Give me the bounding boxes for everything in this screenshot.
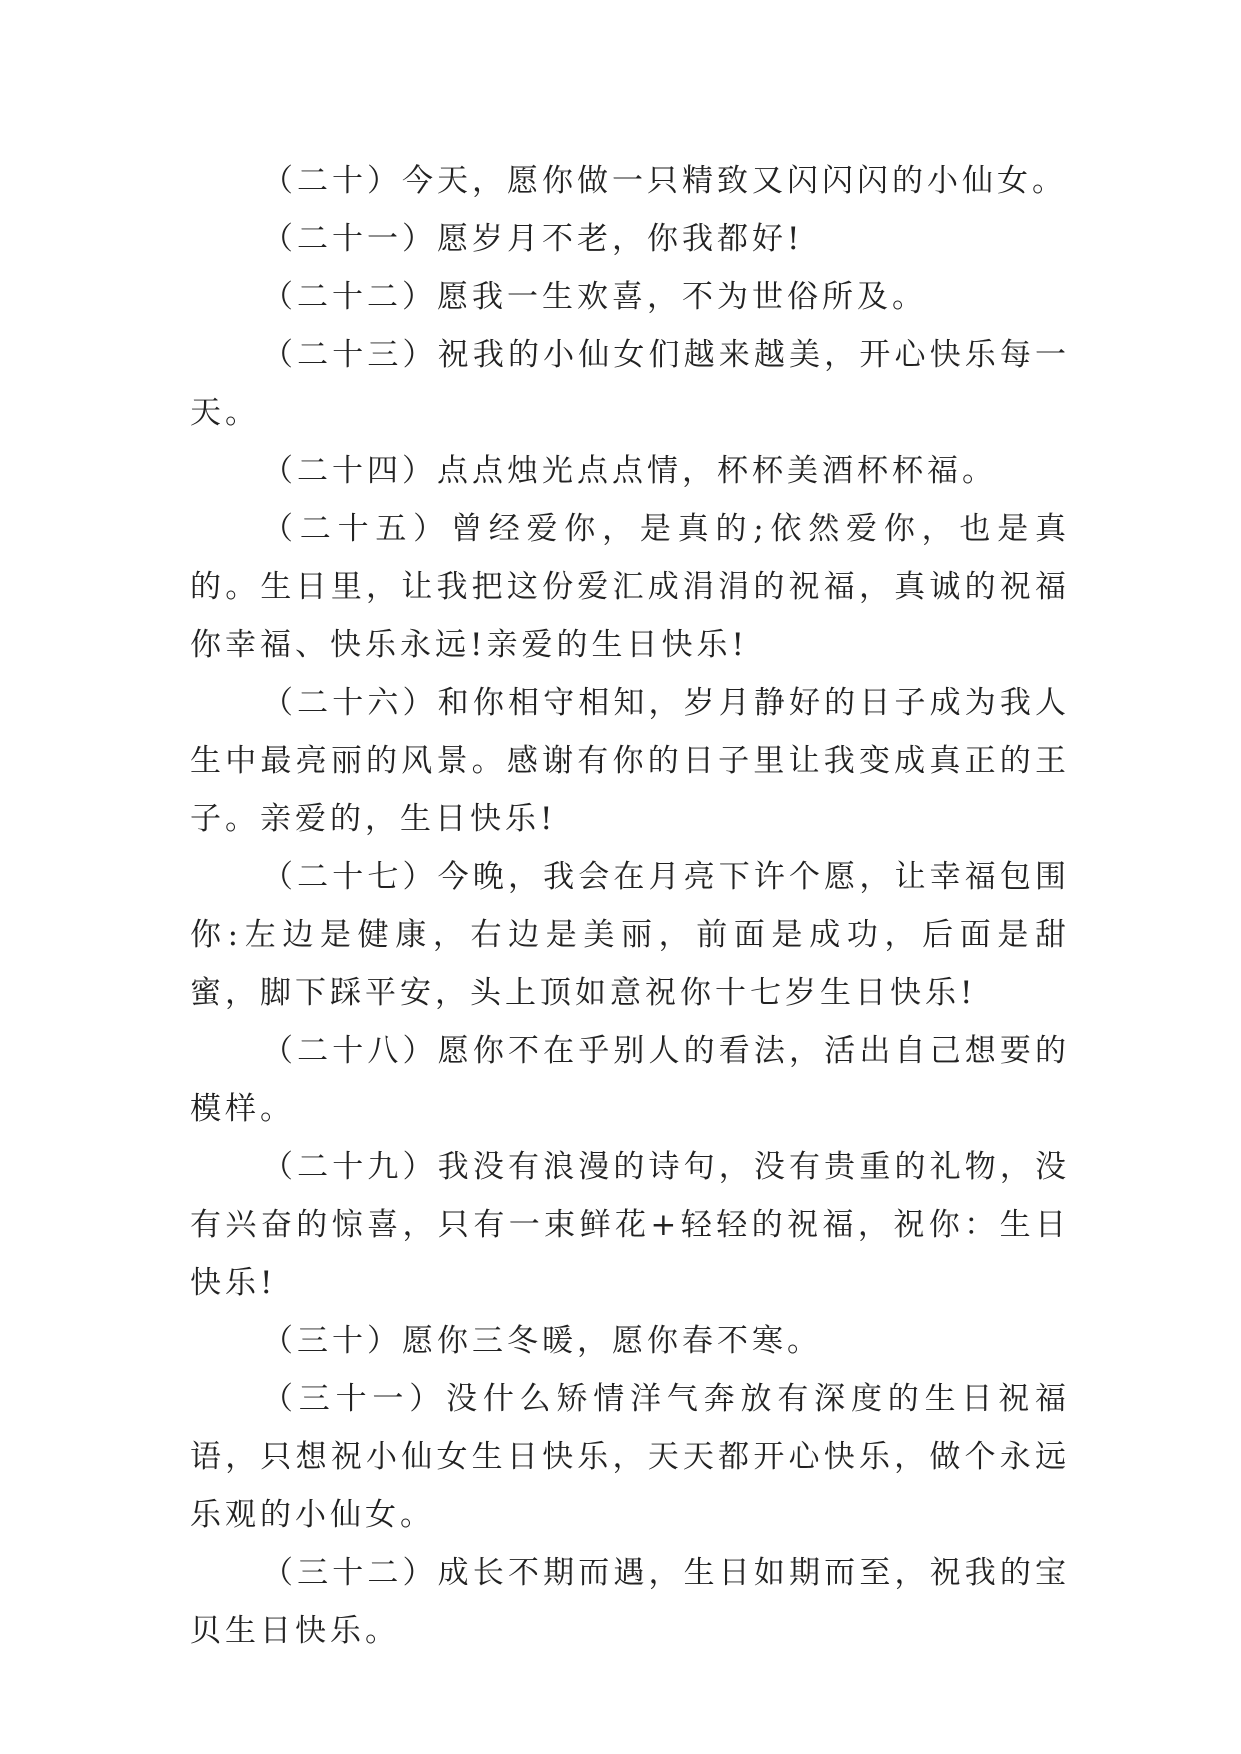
paragraph: （二十六）和你相守相知，岁月静好的日子成为我人生中最亮丽的风景。感谢有你的日子里让我变成真正的王子。亲爱的，生日快乐! bbox=[190, 685, 1070, 837]
paragraph: （二十）今天，愿你做一只精致又闪闪闪的小仙女。 bbox=[262, 163, 1067, 199]
paragraph: （二十一）愿岁月不老，你我都好! bbox=[262, 221, 804, 257]
paragraph: （二十七）今晚，我会在月亮下许个愿，让幸福包围你:左边是健康，右边是美丽，前面是成功，后面是甜蜜，脚下踩平安，头上顶如意祝你十七岁生日快乐! bbox=[190, 859, 1070, 1011]
paragraph: （三十二）成长不期而遇，生日如期而至，祝我的宝贝生日快乐。 bbox=[190, 1555, 1070, 1649]
paragraph: （三十）愿你三冬暖，愿你春不寒。 bbox=[262, 1323, 822, 1359]
paragraph: （二十四）点点烛光点点情，杯杯美酒杯杯福。 bbox=[262, 453, 997, 489]
paragraph: （二十五）曾经爱你，是真的;依然爱你，也是真的。生日里，让我把这份爱汇成涓涓的祝福，真诚的祝福你幸福、快乐永远!亲爱的生日快乐! bbox=[190, 511, 1070, 663]
paragraph: （三十一）没什么矫情洋气奔放有深度的生日祝福语，只想祝小仙女生日快乐，天天都开心快乐，做个永远乐观的小仙女。 bbox=[190, 1381, 1070, 1533]
paragraph: （二十九）我没有浪漫的诗句，没有贵重的礼物，没有兴奋的惊喜，只有一束鲜花+轻轻的祝福，祝你：生日快乐! bbox=[190, 1149, 1070, 1301]
paragraph: （二十三）祝我的小仙女们越来越美，开心快乐每一天。 bbox=[190, 337, 1070, 431]
paragraph: （二十八）愿你不在乎别人的看法，活出自己想要的模样。 bbox=[190, 1033, 1070, 1127]
paragraph: （二十二）愿我一生欢喜，不为世俗所及。 bbox=[262, 279, 927, 315]
document-body bbox=[190, 152, 1070, 1660]
